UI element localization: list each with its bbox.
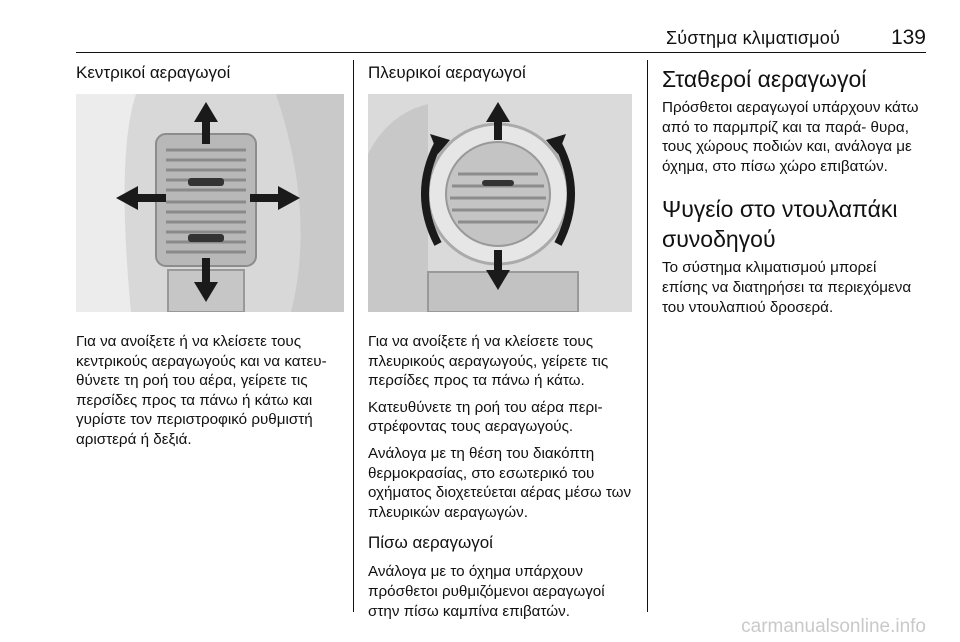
glovebox-cooling-text: Το σύστημα κλιματισμού μπορεί επίσης να διατηρήσει τα περιεχόμενα του ντουλαπιού δροσερά. bbox=[662, 259, 912, 316]
glovebox-cooling-heading: Ψυγείο στο ντουλαπάκι συνοδηγού bbox=[662, 196, 898, 253]
central-vents-heading: Κεντρικοί αεραγωγοί bbox=[76, 63, 231, 82]
column-divider bbox=[353, 60, 354, 612]
page-number: 139 bbox=[890, 26, 926, 49]
side-vents-text-3: Ανάλογα με τη θέση του διακόπτη θερμοκρασίας, στο εσωτερικό του οχήματος διοχετεύεται αέρας μέσω των πλευρικών αεραγωγών. bbox=[368, 444, 632, 521]
fixed-vents-text: Πρόσθετοι αεραγωγοί υπάρχουν κάτω από το παρμπρίζ και τα παρά- θυρα, τους χώρους ποδιών και, ανάλογα με όχημα, στο πίσω χώρο επιβατών. bbox=[662, 99, 919, 175]
side-vents-text-1: Για να ανοίξετε ή να κλείσετε τους πλευρικούς αεραγωγούς, γείρετε τις περσίδες προς τα πάνω ή κάτω. bbox=[368, 333, 609, 390]
page-header bbox=[76, 22, 926, 53]
fixed-vents-heading: Σταθεροί αεραγωγοί bbox=[662, 66, 867, 92]
central-vents-illustration bbox=[76, 94, 344, 312]
column-side-vents bbox=[368, 60, 632, 621]
side-vents-illustration bbox=[368, 94, 632, 312]
column-divider bbox=[647, 60, 648, 612]
central-vents-text: Για να ανοίξετε ή να κλείσετε τους κεντρικούς αεραγωγούς και να κατευ- θύνετε τη ροή του αέρα, γείρετε τις περσίδες προς τα πάνω ή κάτω και γυρίστε τον περιστροφικό ρυθμιστή αριστερά ή δεξιά. bbox=[76, 333, 327, 448]
side-vents-heading: Πλευρικοί αεραγωγοί bbox=[368, 63, 526, 82]
column-fixed-vents bbox=[662, 60, 926, 317]
chapter-title: Σύστημα κλιματισμού bbox=[665, 28, 840, 48]
rear-vents-heading: Πίσω αεραγωγοί bbox=[368, 533, 493, 553]
side-vents-text-2: Κατευθύνετε τη ροή του αέρα περι- στρέφοντας τους αεραγωγούς. bbox=[368, 398, 603, 436]
watermark: carmanualsonline.info bbox=[741, 616, 926, 637]
column-central-vents bbox=[76, 60, 344, 450]
rear-vents-text: Ανάλογα με το όχημα υπάρχουν πρόσθετοι ρυθμιζόμενοι αεραγωγοί στην πίσω καμπίνα επιβατών. bbox=[368, 563, 605, 620]
